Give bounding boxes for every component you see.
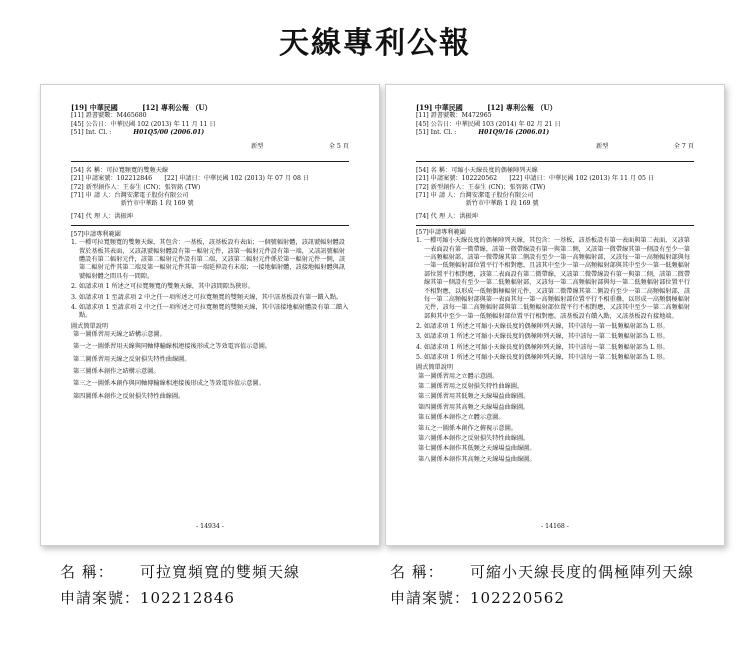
claim-item: 2. 如請求項 1 所述之可拉寬頻寬的雙頻天線，其中該間隙為狹形。 (71, 283, 254, 291)
meta-line: [54] 名 稱：可拉寬頻寬的雙頻天線 (71, 167, 169, 174)
application-number: 102212846 (140, 588, 235, 607)
figure-item: 第八圖係本創作其高頻之天線場益曲線圖。 (418, 455, 536, 463)
figure-item: 第六圖係本創作之反射損失特性曲線圖。 (418, 434, 530, 442)
page-count: 全 5 頁 (328, 143, 349, 150)
caption-right (390, 560, 694, 611)
figure-item: 第三圖係本創作之結構示意圖。 (73, 368, 160, 376)
figure-item: 第一之一圖係習用天線與同軸傳輸線相連接後形成之等效電容值示意圖。 (73, 343, 271, 351)
claim-item: 2. 如請求項 1 所述之可縮小天線長度的偶極陣列天線，其中該每一第一低頻輻射部為 L 形。 (416, 322, 669, 330)
name-label: 名 稱： (390, 563, 444, 581)
meta-line: 新竹市中華路 1 段 169 號 (416, 200, 539, 208)
figure-item: 第五圖係本創作之立體示意圖。 (418, 414, 505, 422)
meta-line: [74] 代 理 人：洪振坤 (416, 212, 478, 220)
caption-left (60, 560, 300, 611)
claim-item: 4. 如請求項 1 至請求項 2 中之任一項所述之可拉寬頻寬的雙頻天線，其中該接地輻射體設有第二饋入點。 (71, 303, 349, 320)
int-cl-value: H01Q9/16 (2006.01) (478, 129, 550, 137)
patent-header (71, 103, 349, 173)
patent-page-right (385, 84, 725, 546)
claims-title: [57]申請專利範圍 (71, 231, 121, 238)
divider (416, 225, 694, 226)
claim-item: 5. 如請求項 1 所述之可縮小天線長度的偶極陣列天線，其中該每一第二低頻輻射部為 L 形。 (416, 354, 669, 362)
claim-item: 4. 如請求項 1 所述之可縮小天線長度的偶極陣列天線，其中該每一第二低頻輻射部為 L 形。 (416, 343, 669, 351)
int-cl-value: H01Q5/00 (2006.01) (133, 129, 205, 137)
publication-date: [45] 公告日：中華民國 102 (2013) 年 11 月 11 日 (71, 120, 216, 128)
figure-item: 第二圖係習用天線之反射損失特性曲線圖。 (73, 355, 191, 363)
figures-title: 圖式簡單說明 (71, 322, 109, 330)
int-cl-label: [51] Int. Cl. : (416, 129, 457, 137)
claims-section (416, 229, 694, 466)
application-number: 102220562 (470, 588, 565, 607)
figure-item: 第四圖係習用其高頻之天線場益曲線圖。 (418, 403, 530, 411)
meta-line: [21] 申請案號：102212846 [22] 申請日：中華民國 102 (2013) 年 07 月 08 日 (71, 175, 310, 183)
meta-line: [72] 新型創作人：王泰生 (CN)；張智銘 (TW) (71, 183, 201, 191)
country-label: [19] 中華民國 (71, 103, 118, 112)
certificate-number: [11] 證書號數：M465680 (71, 112, 147, 120)
bibliographic-data (416, 167, 694, 221)
meta-line: [72] 新型創作人：王泰生 (CN)；張智銘 (TW) (416, 183, 546, 191)
application-label: 申請案號： (60, 588, 141, 607)
patent-page-left (40, 84, 380, 546)
figure-item: 第三圖係習用其低頻之天線場益曲線圖。 (418, 393, 530, 401)
int-cl-label: [51] Int. Cl. : (71, 129, 112, 137)
figure-item: 第四圖係本創作之反射損失特性曲線圖。 (73, 392, 185, 400)
claim-item: 3. 如請求項 1 至請求項 2 中之任一項所述之可拉寬頻寬的雙頻天線，其中該基板設有第一饋入點。 (71, 293, 343, 301)
publication-date: [45] 公告日：中華民國 103 (2014) 年 02 月 21 日 (416, 120, 561, 128)
country-label: [19] 中華民國 (416, 103, 463, 112)
meta-line: [71] 申 請 人：台灣安潔電子股份有限公司 (416, 192, 534, 200)
claim-item: 1. 一種可拉寬頻寬的雙頻天線，其包含：一基板，該基板設有表面；一個號輻射體，該訊號輻射體設置於基板其表面，又該訊號輻射體設有第一輻射元件，該第一輻射元件設有第一端，又該訊號輻射體設有第二輻射元件，該第二輻射元件設有第二端，又該第二輻射元件係於第一輻射元件一側，該第二輻射元件其第二端及第一輻射元件其第一端延伸設有末端；一接地輻射體，該接地輻射體與訊號輻射體之間具有一間隙。 (71, 239, 346, 280)
figure-item: 第一圖係習用之立體示意圖。 (418, 372, 499, 380)
claims-title: [57]申請專利範圍 (416, 229, 466, 236)
kind-label: 新型 (251, 143, 264, 150)
divider (71, 161, 349, 162)
figure-item: 第一圖係習用天線之結構示意圖。 (73, 330, 166, 338)
meta-line: [21] 申請案號：102220562 [22] 申請日：中華民國 102 (2013) 年 11 月 05 日 (416, 175, 655, 183)
claims-section (71, 231, 349, 405)
publication-type: [12] 專利公報 （U） (142, 103, 212, 112)
figure-item: 第二圖係習用之反射損失特性曲線圖。 (418, 383, 524, 391)
meta-line: 新竹市中華路 1 段 169 號 (71, 200, 194, 208)
meta-line: [74] 代 理 人：洪振坤 (71, 212, 133, 220)
divider (416, 161, 694, 162)
publication-type: [12] 專利公報 （U） (487, 103, 557, 112)
patent-header (416, 103, 694, 173)
certificate-number: [11] 證書號數：M472965 (416, 112, 492, 120)
bibliographic-data (71, 167, 349, 221)
patent-name: 可拉寬頻寬的雙頻天線 (140, 563, 301, 581)
page-title: 天線專利公報 (279, 26, 471, 61)
meta-line: [71] 申 請 人：台灣安潔電子股份有限公司 (71, 192, 189, 200)
meta-line: [54] 名 稱：可縮小天線長度的偶極陣列天線 (416, 167, 538, 174)
name-label: 名 稱： (60, 563, 114, 581)
page-number: - 14934 - (196, 522, 224, 530)
claim-item: 1. 一種可縮小天線長度的偶極陣列天線，其包含：一基板，該基板設有第一表面與第二表面，又該第一表面設有第一微帶線，該第一微帶線設有第一與第二側，又該第一微帶線其第一側設有至少一第一高頻輻射部，該第一微帶線其第二側設有至少一第一高頻輻射部，又該每一第一高頻輻射部與每一第一低頻輻射部位置平行不相對應，且該其中至少一第一高頻輻射部與其中至少一第一低頻輻射部位置平行相對應，該第二表面設有第二微帶線，又該第二微帶線設有第一與第二側，該第二微帶線其第一側設有至少一第二低頻輻射部，又該每一第二高頻輻射部與每一第二低頻輻射部位置平行不相對應，以形成一低頻偶極輻射元件，又該第二微帶線其第二側設有至少一第二高頻輻射部，該每一第二高頻輻射部與第一表面其每一第一高頻輻射部位置平行不相重疊，以形成一高頻偶極輻射元件，該每一第二高頻輻射部與第二低頻輻射部位置平行不相對應，又該其中至少一第二高頻輻射部與其中至少一第一低頻輻射部位置平行相對應。該基板設有饋入點，又該基板設有接地端。 (416, 237, 691, 320)
figure-item: 第五之一圖係本創作之俯視示意圖。 (418, 424, 517, 432)
figure-item: 第三之一圖係本創作與同軸傳輸線相連接後形成之等效電容值示意圖。 (73, 380, 265, 388)
figures-title: 圖式簡單說明 (416, 364, 454, 372)
figure-item: 第七圖係本創作其低頻之天線場益曲線圖。 (418, 445, 536, 453)
divider (71, 225, 349, 226)
patent-name: 可縮小天線長度的偶極陣列天線 (470, 563, 695, 581)
kind-label: 新型 (596, 143, 609, 150)
application-label: 申請案號： (390, 588, 471, 607)
claim-item: 3. 如請求項 1 所述之可縮小天線長度的偶極陣列天線，其中該每一第二低頻輻射部為 L 形。 (416, 333, 669, 341)
page-number: - 14168 - (541, 522, 569, 530)
page-count: 全 7 頁 (673, 143, 694, 150)
